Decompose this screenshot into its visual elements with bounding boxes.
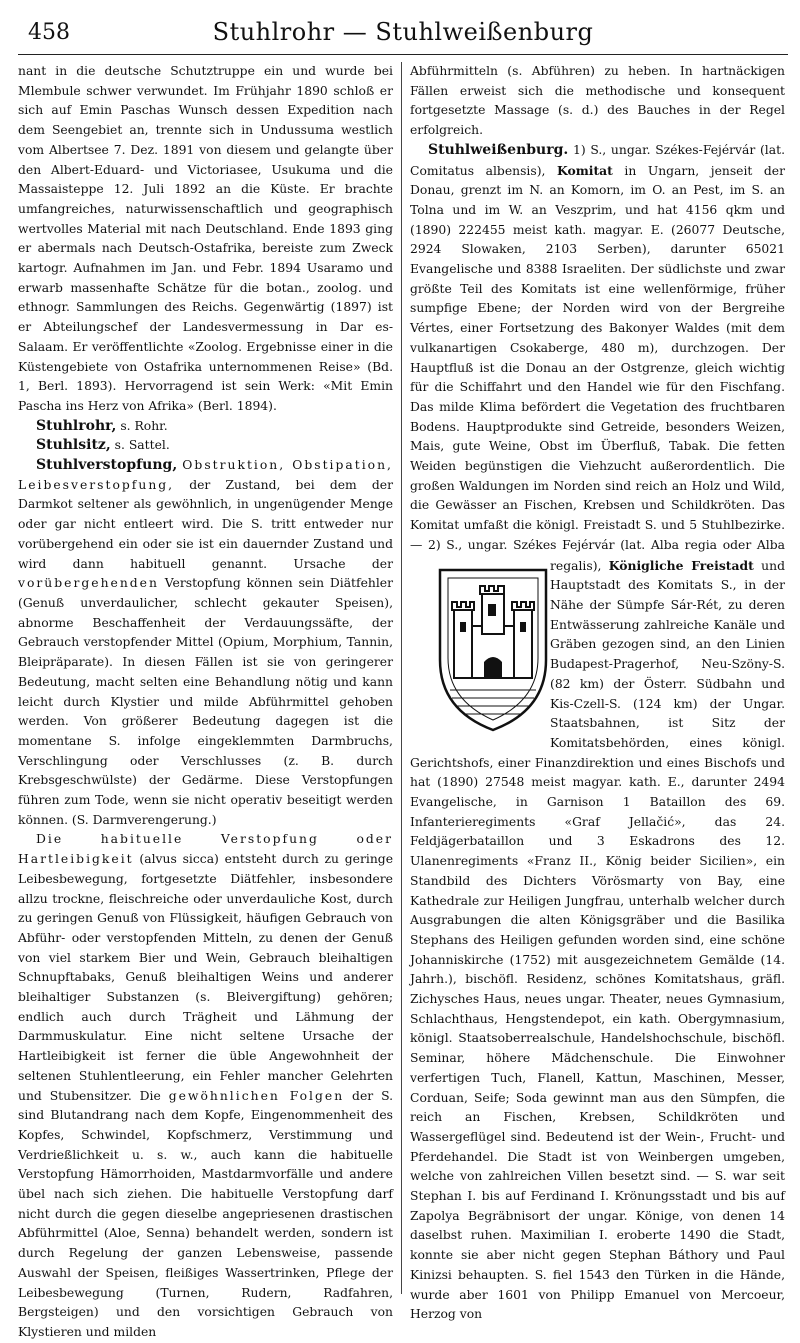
entry-text: s. Sattel. bbox=[110, 438, 170, 453]
running-title: Stuhlrohr — Stuhlweißenburg bbox=[212, 18, 594, 46]
bold-term: Komitat bbox=[557, 162, 613, 178]
emphasis-spaced: Die habituelle Verstopfung oder Hartleibigkeit bbox=[18, 832, 393, 867]
entry-text: in Ungarn, jenseit der Donau, grenzt im N. an Komorn, im O. an Pest, im S. an Tolna und im W. an Veszprim, und hat 4156 qkm und (1890) 222455 meist kath. magyar. E. (26077 Deutsche, 2924 Slowaken, 2103 Serben), darunter 65021 Evangelische und 8388 Israeliten. Der südlichste und zwar größte Teil des Komitats ist eine wellenförmige, früher sumpfige Ebene; der Norden wird von der Bergreihe Vértes, einer Fortsetzung des Bakonyer Waldes (mit dem vulkanartigen Csokaberge, 480 m), durchzogen. Der Hauptfluß ist die Donau an der Ostgrenze, gleich wichtig für die Schiffahrt und den Handel wie für den Fischfang. Das milde Klima befördert die Vegetation des fruchtbaren Bodens. Hauptprodukte sind Getreide, besonders Weizen, Mais, gute Weine, Obst im Überfluß, Tabak. Die fetten Weiden begünstigen die Viehzucht außerordentlich. Die großen Waldungen im Norden sind reich an Holz und Wild, die Gewässer an Fischen, Krebsen und Schildkröten. Das Komitat umfaßt die königl. Freistadt S. und 5 Stuhlbezirke. — 2) S., ungar. Székes Fejérvár (lat. Alba regia oder Alba regalis), bbox=[410, 163, 786, 573]
entry-text: (alvus sicca) entsteht durch zu geringe Leibesbewegung, fortgesetzte Diätfehler, insbesondere allzu trockne, fleischreiche oder unverdauliche Kost, durch zu geringen Genuß von Flüssigkeit, häufigen Gebrauch von Abführ- oder verstopfenden Mitteln, zu denen der Genuß von viel starkem Bier und Wein, Gebrauch bleihaltigen Schnupftabaks, Genuß bleihaltigen Weins und anderer bleihaltiger Substanzen (s. Bleivergiftung) gehören; endlich auch durch Trägheit und Lähmung der Darmmuskulatur. Eine nicht seltene Ursache der Hartleibigkeit ist ferner die üble Angewohnheit der seltenen Stuhlentleerung, ein Fehler mancher Gelehrten und Stubensitzer. Die bbox=[18, 852, 393, 1103]
habitual-constipation-paragraph bbox=[18, 830, 393, 1342]
entry-text: Verstopfung können sein Diätfehler (Genuß unverdaulicher, schlecht gekauter Speisen), abnorme Beschaffenheit der Verdauungssäfte, der Gebrauch verstopfender Mittel (Opium, Morphium, Tannin, Bleipräparate). In diesen Fällen ist sie von geringerer Bedeutung, macht selten eine Behandlung nötig und kann leicht durch Klystier und milde Abführmittel gehoben werden. Von größerer Bedeutung dagegen ist die momentane S. infolge eingeklemmten Darmbruchs, Verschlingung oder Verschlusses (z. B. durch Krebsgeschwülste) der Gedärme. Diese Verstopfungen führen zum Tode, wenn sie nicht operativ beseitigt werden können. (S. Darmverengerung.) bbox=[18, 576, 393, 827]
headword: Stuhlsitz, bbox=[36, 437, 111, 454]
continued-entry-paragraph: Abführmitteln (s. Abführen) zu heben. In hartnäckigen Fällen erweist sich die methodische und konsequent fortgesetzte Massage (s. d.) des Bauches in der Regel erfolgreich. bbox=[410, 64, 785, 138]
left-column bbox=[18, 62, 394, 1339]
entry-stuhlweissenburg bbox=[410, 141, 785, 1325]
text-columns bbox=[18, 62, 788, 1339]
entry-text: 1) S., ungar. Székes-Fejérvár (lat. Comitatus albensis), bbox=[410, 142, 785, 178]
right-column bbox=[410, 62, 786, 1322]
castle-shield-icon bbox=[428, 560, 558, 736]
page-header bbox=[18, 14, 788, 55]
entry-text: der Zustand, bei dem der Darmkot seltener als gewöhnlich, in ungenügender Menge oder gar nicht entleert wird. Die S. tritt entweder nur vorübergehend ein oder sie ist ein dauernder Zustand und wird dann habituell genannt. Ursache der bbox=[18, 477, 393, 571]
bold-term: Königliche Freistadt bbox=[608, 557, 754, 573]
column-divider bbox=[401, 62, 402, 1294]
synonyms-spaced: Obstruktion, Obstipation, Leibesverstopfung, bbox=[18, 458, 393, 492]
coat-of-arms-image bbox=[410, 560, 540, 736]
entry-stuhlrohr bbox=[18, 417, 393, 437]
entry-text: und Hauptstadt des Komitats S., in der Nähe der Sümpfe Sár-Rét, zu deren Entwässerung zahlreiche Kanäle und Gräben gezogen sind, an den Linien Budapest-Pragerhof, Neu-Szöny-S. (82 km) der Österr. Südbahn und Kis-Czell-S. (124 km) der Ungar. Staatsbahnen, ist Sitz der Komitatsbehörden, eines königl. Gerichtshofs, einer Finanzdirektion und eines Bischofs und hat (1890) 27548 meist magyar. kath. E., darunter 2494 Evangelische, in Garnison 1 Bataillon des 69. Infanterieregiments «Graf Jellačić», das 24. Feldjägerbataillon und 3 Eskadrons des 12. Ulanenregiments «Franz II., König beider Sicilien», ein Standbild des Dichters Vörösmarty von Bay, eine Kathedrale zur Heiligen Jungfrau, unterhalb welcher durch Ausgrabungen die alten Königsgräber und die Basilika Stephans des Heiligen gefunden worden sind, eine schöne Johanniskirche (1752) mit ausgezeichnetem Gemälde (14. Jahrh.), bischöfl. Residenz, schönes Komitatshaus, gräfl. Zichysches Haus, neues ungar. Theater, neues Gymnasium, Schlachthaus, Hengstendepot, ein kath. Obergymnasium, königl. Staatsoberrealschule, Handelshochschule, bischöfl. Seminar, höhere Mädchenschule. Die Einwohner verfertigen Tuch, Flanell, Kattun, Maschinen, Messer, Corduan, Seife; Soda gewinnt man aus den Sümpfen, die reich an Fischen, Krebsen, Schildkröten und Wassergeflügel sind. Bedeutend ist der Wein-, Frucht- und Pferdehandel. Die Stadt ist von Weinbergen umgeben, welche von zahlreichen Villen besetzt sind. — S. war seit Stephan I. bis auf Ferdinand I. Krönungsstadt und bis auf Zapolya Begräbnisort der ungar. Könige, von denen 14 daselbst ruhen. Maximilian I. eroberte 1490 die Stadt, konnte sie aber nicht gegen Stephan Báthory und Paul Kinizsi behaupten. S. fiel 1543 den Türken in die Hände, wurde aber 1601 von Philipp Emanuel von Mercoeur, Herzog von bbox=[410, 558, 785, 1322]
continued-entry-paragraph: nant in die deutsche Schutztruppe ein und wurde bei Mlembule schwer verwundet. Im Frühjahr 1890 schloß er sich auf Emin Paschas Wunsch dessen Expedition nach dem Seengebiet an, trennte sich in Undussuma westlich vom Albertsee 7. Dez. 1891 von diesem und gelangte über den Albert-Eduard- und Victoriasee, Usukuma und die Massaisteppe 12. Juli 1892 an die Küste. Er brachte umfangreiches, naturwissenschaftlich und geographisch wertvolles Material mit nach Deutschland. Ende 1893 ging er abermals nach Deutsch-Ostafrika, bereiste zum Zweck kartogr. Aufnahmen im Jan. und Febr. 1894 Usaramo und erwarb massenhafte Schätze für die botan., zoolog. und ethnogr. Sammlungen des Reichs. Gegenwärtig (1897) ist er Abteilungschef der Landesvermessung in Dar es-Salaam. Er veröffentlichte «Zoolog. Ergebnisse einer in die Küstengebiete von Ostafrika unternommenen Reise» (Bd. 1, Berl. 1893). Hervorragend ist sein Werk: «Mit Emin Pascha ins Herz von Afrika» (Berl. 1894). bbox=[18, 64, 393, 413]
entry-stuhlverstopfung bbox=[18, 456, 393, 830]
emphasis-spaced: gewöhnlichen Folgen bbox=[168, 1088, 345, 1103]
page-number: 458 bbox=[28, 20, 70, 45]
headword: Stuhlrohr, bbox=[36, 417, 117, 434]
entry-stuhlsitz bbox=[18, 436, 393, 456]
dictionary-page bbox=[18, 14, 788, 1339]
entry-text: s. Rohr. bbox=[116, 418, 168, 433]
entry-text: der S. sind Blutandrang nach dem Kopfe, Eingenommenheit des Kopfes, Schwindel, Kopfschmerz, Verstimmung und Verdrießlichkeit u. s. w., auch kann die habituelle Verstopfung Hämorrhoiden, Mastdarmvorfälle und andere übel nach sich ziehen. Die habituelle Verstopfung darf nicht durch die gegen dieselbe angepriesenen drastischen Abführmittel (Aloe, Senna) behandelt werden, sondern ist durch Regelung der ganzen Lebensweise, passende Auswahl der Speisen, fleißiges Wassertrinken, Pflege der Leibesbewegung (Turnen, Rudern, Radfahren, Bergsteigen) und den vorsichtigen Gebrauch von Klystieren und milden bbox=[18, 1088, 394, 1339]
headword: Stuhlverstopfung, bbox=[36, 457, 178, 474]
emphasis-spaced: vorübergehenden bbox=[18, 576, 159, 591]
headword: Stuhlweißenburg. bbox=[428, 141, 569, 158]
